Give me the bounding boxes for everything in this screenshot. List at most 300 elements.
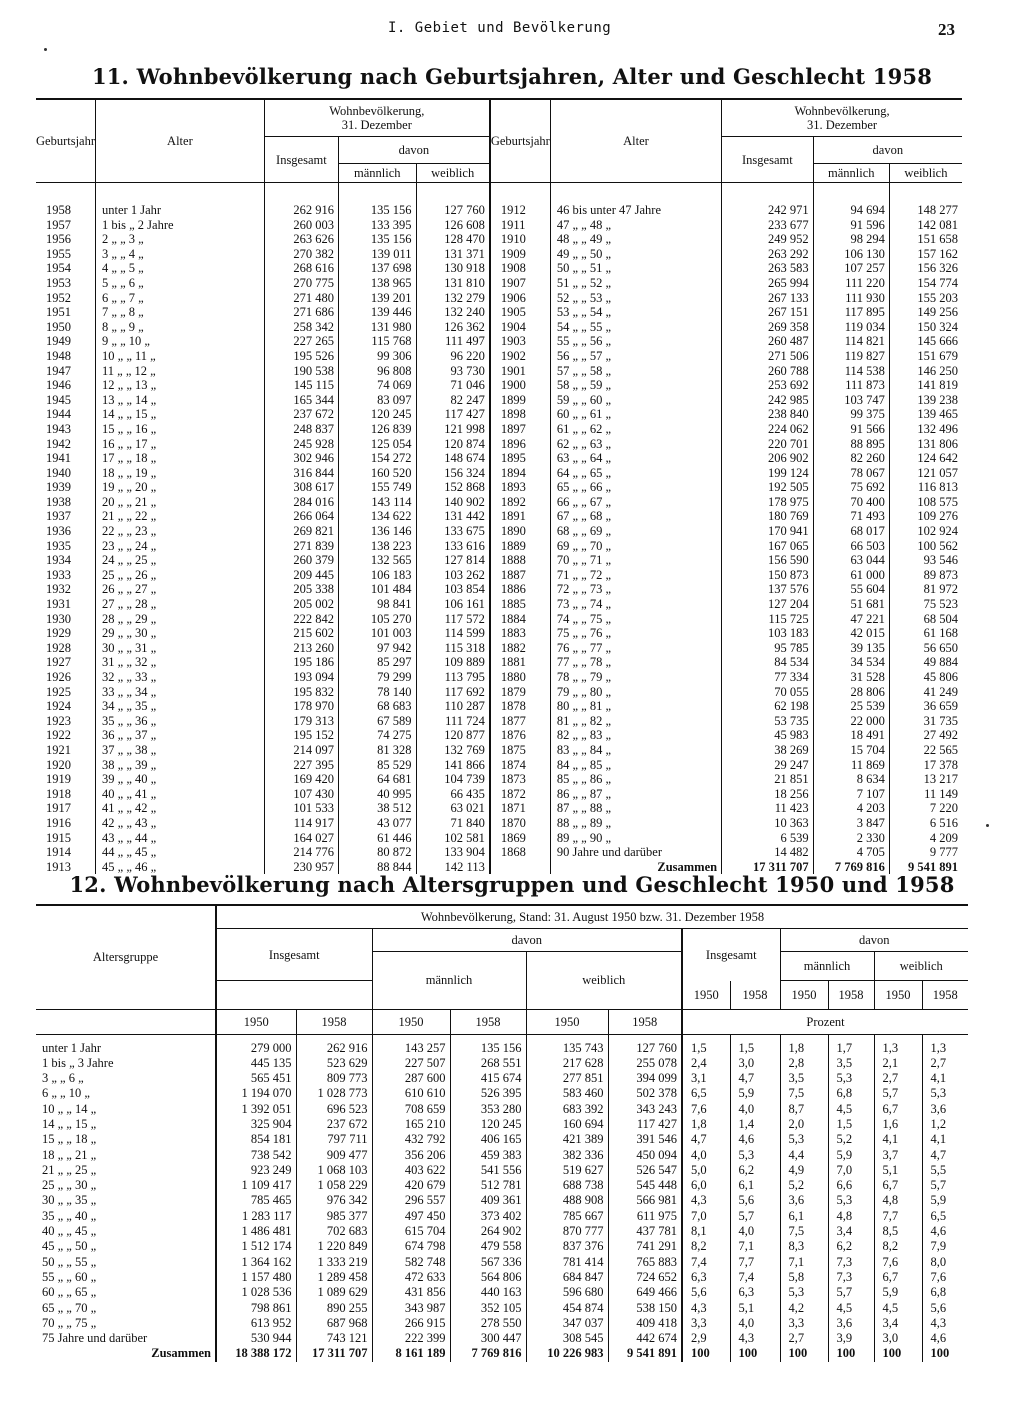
birth-year-cell: 1931 (46, 597, 71, 612)
male-1950: 472 633 (372, 1270, 450, 1285)
table-row (36, 364, 962, 379)
birth-year-cell: 1913 (46, 859, 71, 874)
age-cell: 17 „ „ 18 „ (96, 451, 265, 466)
female-cell: 71 046 (416, 378, 490, 393)
male-cell: 15 704 (813, 743, 889, 758)
age-cell: 82 „ „ 83 „ (550, 728, 721, 743)
age-cell: 39 „ „ 40 „ (96, 772, 265, 787)
table-row (36, 597, 962, 612)
age-cell: 83 „ „ 84 „ (550, 743, 721, 758)
female-cell: 41 249 (889, 685, 962, 700)
female-1950: 781 414 (526, 1255, 608, 1270)
female-cell: 56 650 (889, 641, 962, 656)
total-1958: 976 342 (296, 1193, 372, 1208)
pct-male-1950: 3,3 (780, 1316, 828, 1331)
male-cell: 114 821 (813, 334, 889, 349)
t11-head-davon-left: davon (338, 137, 489, 164)
pct-male-1950: 5,3 (780, 1285, 828, 1300)
pct-male-1958: 5,3 (828, 1071, 874, 1086)
female-cell: 146 250 (889, 364, 962, 379)
male-cell: 143 114 (338, 495, 416, 510)
birth-year-cell: 1922 (46, 728, 71, 743)
age-cell: 88 „ „ 89 „ (550, 816, 721, 831)
total-cell: 258 342 (264, 320, 338, 335)
total-1950: 325 904 (216, 1117, 296, 1132)
female-1950: 785 667 (526, 1209, 608, 1224)
female-cell: 103 854 (416, 582, 490, 597)
male-cell: 114 538 (813, 364, 889, 379)
t12-head-abs-f-1950: 1950 (526, 1009, 608, 1034)
pct-female-1950: 7,7 (874, 1209, 922, 1224)
total-cell: 284 016 (264, 495, 338, 510)
male-cell: 160 520 (338, 466, 416, 481)
group-cell: 3 „ „ 6 „ (42, 1071, 84, 1086)
t12-head-abs-tot-1950: 1950 (216, 1009, 296, 1034)
age-cell: 54 „ „ 55 „ (550, 320, 721, 335)
male-cell: 135 156 (338, 232, 416, 247)
group-cell: 50 „ „ 55 „ (42, 1254, 97, 1269)
age-cell: 53 „ „ 54 „ (550, 305, 721, 320)
age-cell: 36 „ „ 37 „ (96, 728, 265, 743)
pct-female-1958: 7,6 (922, 1270, 968, 1285)
total-cell: 178 975 (722, 495, 814, 510)
birth-year-cell: 1885 (490, 597, 551, 612)
t11-head-birthyear-left: Geburtsjahr (36, 99, 96, 183)
female-1950: 454 874 (526, 1301, 608, 1316)
female-cell: 4 209 (889, 831, 962, 846)
table-row (36, 407, 962, 422)
female-1950: 135 743 (526, 1034, 608, 1056)
total-cell: 209 445 (264, 568, 338, 583)
male-1950: 610 610 (372, 1086, 450, 1101)
total-1950: 1 486 481 (216, 1224, 296, 1239)
male-1950: 165 210 (372, 1117, 450, 1132)
male-cell: 63 044 (813, 553, 889, 568)
male-cell: 99 306 (338, 349, 416, 364)
age-cell: 6 „ „ 7 „ (96, 291, 265, 306)
total-cell: 237 672 (264, 407, 338, 422)
pct-male-1950: 4,4 (780, 1148, 828, 1163)
table-row (36, 1301, 968, 1316)
female-cell: 141 819 (889, 378, 962, 393)
pct-total-1958: 4,0 (730, 1316, 780, 1331)
t12-head-blank (36, 1009, 216, 1034)
group-cell: 1 bis „ 3 Jahre (42, 1055, 114, 1070)
table-row (36, 1117, 968, 1132)
table-row (36, 1086, 968, 1101)
total-1958: 17 311 707 (296, 1346, 372, 1361)
total-cell: 178 970 (264, 699, 338, 714)
pct-total-1958: 5,6 (730, 1193, 780, 1208)
male-1950: 143 257 (372, 1034, 450, 1056)
total-cell: 190 538 (264, 364, 338, 379)
total-cell: 107 430 (264, 787, 338, 802)
birth-year-cell: 1929 (46, 626, 71, 641)
pct-total-1958: 7,1 (730, 1239, 780, 1254)
total-1950: 1 364 162 (216, 1255, 296, 1270)
total-1950: 279 000 (216, 1034, 296, 1056)
birth-year-cell: 1878 (490, 699, 551, 714)
male-cell: 64 681 (338, 772, 416, 787)
pct-total-1950: 5,6 (682, 1285, 730, 1300)
birth-year-cell: 1879 (490, 685, 551, 700)
total-cell: 265 994 (722, 276, 814, 291)
t12-head-pct-tot-1958: 1958 (730, 981, 780, 1010)
group-cell: 60 „ „ 65 „ (42, 1285, 97, 1300)
birth-year-cell: 1892 (490, 495, 551, 510)
table12-body (36, 1034, 968, 1362)
female-cell: 49 884 (889, 655, 962, 670)
pct-female-1958: 4,3 (922, 1316, 968, 1331)
pct-male-1950: 5,8 (780, 1270, 828, 1285)
male-1958: 479 558 (450, 1239, 526, 1254)
male-1950: 8 161 189 (372, 1346, 450, 1361)
birth-year-cell: 1887 (490, 568, 551, 583)
birth-year-cell: 1935 (46, 538, 71, 553)
table-row (36, 1102, 968, 1117)
total-cell: 179 313 (264, 714, 338, 729)
table-row (36, 1148, 968, 1163)
total-cell: 167 065 (722, 539, 814, 554)
age-cell: 44 „ „ 45 „ (96, 845, 265, 860)
male-cell: 135 156 (338, 183, 416, 218)
male-cell: 106 183 (338, 568, 416, 583)
total-cell: 242 971 (722, 183, 814, 218)
female-cell: 17 378 (889, 758, 962, 773)
total-1950: 1 283 117 (216, 1209, 296, 1224)
pct-female-1950: 6,7 (874, 1102, 922, 1117)
birth-year-cell: 1898 (490, 407, 551, 422)
male-cell: 3 847 (813, 816, 889, 831)
t12-head-tot-1950-spacer (216, 981, 296, 1010)
total-cell: 263 292 (722, 247, 814, 262)
female-cell: 36 659 (889, 699, 962, 714)
birth-year-cell: 1923 (46, 713, 71, 728)
t12-head-male: männlich (372, 952, 526, 1010)
pct-female-1958: 5,3 (922, 1086, 968, 1101)
birth-year-cell: 1954 (46, 261, 71, 276)
table-row (36, 305, 962, 320)
birth-year-cell: 1947 (46, 363, 71, 378)
birth-year-cell: 1911 (490, 218, 551, 233)
total-cell: 227 265 (264, 334, 338, 349)
total-cell: 267 151 (722, 305, 814, 320)
birth-year-cell: 1938 (46, 494, 71, 509)
pct-male-1958: 7,0 (828, 1163, 874, 1178)
age-cell: 7 „ „ 8 „ (96, 305, 265, 320)
female-cell: 139 238 (889, 393, 962, 408)
age-cell: 32 „ „ 33 „ (96, 670, 265, 685)
total-cell: 302 946 (264, 451, 338, 466)
female-cell: 71 840 (416, 816, 490, 831)
pct-total-1958: 1,4 (730, 1117, 780, 1132)
pct-total-1958: 5,9 (730, 1086, 780, 1101)
pct-female-1950: 2,1 (874, 1056, 922, 1071)
female-cell: 9 777 (889, 845, 962, 860)
male-cell: 47 221 (813, 612, 889, 627)
total-cell: 29 247 (722, 758, 814, 773)
age-cell: 60 „ „ 61 „ (550, 407, 721, 422)
birth-year-cell: 1896 (490, 437, 551, 452)
birth-year-cell: 1944 (46, 407, 71, 422)
pct-female-1950: 4,8 (874, 1193, 922, 1208)
male-cell: 138 965 (338, 276, 416, 291)
male-cell: 68 017 (813, 524, 889, 539)
group-cell: Zusammen (151, 1346, 211, 1361)
male-1950: 674 798 (372, 1239, 450, 1254)
birth-year-cell: 1957 (46, 217, 71, 232)
total-cell: 169 420 (264, 772, 338, 787)
t12-head-group: Altersgruppe (36, 905, 216, 1009)
age-cell: 81 „ „ 82 „ (550, 714, 721, 729)
age-cell: 19 „ „ 20 „ (96, 480, 265, 495)
male-cell: 119 034 (813, 320, 889, 335)
pct-male-1958: 3,9 (828, 1331, 874, 1346)
male-1950: 615 704 (372, 1224, 450, 1239)
female-1958: 765 883 (608, 1255, 682, 1270)
total-1958: 523 629 (296, 1056, 372, 1071)
total-1950: 854 181 (216, 1132, 296, 1147)
table-row (36, 553, 962, 568)
female-cell: 89 873 (889, 568, 962, 583)
total-cell: 195 526 (264, 349, 338, 364)
age-cell: 23 „ „ 24 „ (96, 539, 265, 554)
total-cell: 260 788 (722, 364, 814, 379)
female-cell: 156 326 (889, 261, 962, 276)
male-1958: 264 902 (450, 1224, 526, 1239)
total-cell: 263 626 (264, 232, 338, 247)
pct-male-1958: 5,2 (828, 1132, 874, 1147)
female-cell: 150 324 (889, 320, 962, 335)
male-cell: 31 528 (813, 670, 889, 685)
total-1958: 696 523 (296, 1102, 372, 1117)
male-cell: 75 692 (813, 480, 889, 495)
male-1950: 403 622 (372, 1163, 450, 1178)
female-1958: 437 781 (608, 1224, 682, 1239)
age-cell: 14 „ „ 15 „ (96, 407, 265, 422)
birth-year-cell: 1891 (490, 509, 551, 524)
female-1958: 545 448 (608, 1178, 682, 1193)
female-1958: 741 291 (608, 1239, 682, 1254)
table-row (36, 1178, 968, 1193)
female-cell: 7 220 (889, 801, 962, 816)
female-1958: 502 378 (608, 1086, 682, 1101)
male-cell: 4 705 (813, 845, 889, 860)
total-cell: 248 837 (264, 422, 338, 437)
pct-total-1950: 4,3 (682, 1193, 730, 1208)
t11-head-male-right: männlich (813, 164, 889, 183)
table-row (36, 1239, 968, 1254)
female-cell: 132 769 (416, 743, 490, 758)
pct-female-1950: 1,3 (874, 1034, 922, 1056)
birth-year-cell: 1925 (46, 684, 71, 699)
birth-year-cell: 1912 (490, 183, 551, 218)
pct-total-1950: 3,1 (682, 1071, 730, 1086)
pct-total-1958: 6,3 (730, 1285, 780, 1300)
table-row (36, 378, 962, 393)
pct-total-1958: 5,3 (730, 1148, 780, 1163)
running-head (0, 20, 1024, 44)
female-cell: 154 774 (889, 276, 962, 291)
total-row (36, 1346, 968, 1361)
female-cell: 133 675 (416, 524, 490, 539)
age-cell: 11 „ „ 12 „ (96, 364, 265, 379)
female-1950: 519 627 (526, 1163, 608, 1178)
female-cell: 130 918 (416, 261, 490, 276)
total-cell: 77 334 (722, 670, 814, 685)
table-row (36, 728, 962, 743)
table-row (36, 393, 962, 408)
total-cell: 224 062 (722, 422, 814, 437)
t11-head-davon-right: davon (813, 137, 962, 164)
total-cell: 268 616 (264, 261, 338, 276)
male-cell: 101 003 (338, 626, 416, 641)
table-row (36, 495, 962, 510)
male-cell: 99 375 (813, 407, 889, 422)
age-cell: 77 „ „ 78 „ (550, 655, 721, 670)
female-cell: 6 516 (889, 816, 962, 831)
pct-male-1958: 4,5 (828, 1301, 874, 1316)
total-cell: 238 840 (722, 407, 814, 422)
pct-female-1950: 8,2 (874, 1239, 922, 1254)
total-cell: 263 583 (722, 261, 814, 276)
birth-year-cell: 1919 (46, 772, 71, 787)
birth-year-cell: 1943 (46, 421, 71, 436)
total-cell: 213 260 (264, 641, 338, 656)
total-1958: 687 968 (296, 1316, 372, 1331)
male-1950: 296 557 (372, 1193, 450, 1208)
male-1950: 708 659 (372, 1102, 450, 1117)
total-cell: 222 842 (264, 612, 338, 627)
male-1958: 526 395 (450, 1086, 526, 1101)
pct-male-1950: 2,8 (780, 1056, 828, 1071)
table-row (36, 787, 962, 802)
female-cell: 75 523 (889, 597, 962, 612)
female-1950: 347 037 (526, 1316, 608, 1331)
table-row (36, 714, 962, 729)
birth-year-cell: 1889 (490, 539, 551, 554)
pct-total-1958: 3,0 (730, 1056, 780, 1071)
section-title: I. Gebiet und Bevölkerung (388, 20, 612, 36)
pct-total-1950: 2,9 (682, 1331, 730, 1346)
age-cell: 63 „ „ 64 „ (550, 451, 721, 466)
table-row (36, 1209, 968, 1224)
male-1950: 343 987 (372, 1301, 450, 1316)
male-cell: 78 140 (338, 685, 416, 700)
pct-male-1958: 6,8 (828, 1086, 874, 1101)
male-cell: 120 245 (338, 407, 416, 422)
female-cell: 102 581 (416, 831, 490, 846)
total-cell: 199 124 (722, 466, 814, 481)
female-cell: 145 666 (889, 334, 962, 349)
t12-head-stand: Wohnbevölkerung, Stand: 31. August 1950 bzw. 31. Dezember 1958 (216, 905, 968, 929)
birth-year-cell: 1953 (46, 275, 71, 290)
table12 (36, 904, 968, 1362)
pct-male-1950: 3,6 (780, 1193, 828, 1208)
total-cell: 127 204 (722, 597, 814, 612)
female-cell: 133 904 (416, 845, 490, 860)
pct-male-1950: 8,7 (780, 1102, 828, 1117)
pct-male-1950: 7,5 (780, 1224, 828, 1239)
male-cell: 43 077 (338, 816, 416, 831)
female-cell: 66 435 (416, 787, 490, 802)
pct-female-1958: 5,5 (922, 1163, 968, 1178)
t12-head-pct-tot-1950: 1950 (682, 981, 730, 1010)
age-cell: 16 „ „ 17 „ (96, 437, 265, 452)
male-cell: 103 747 (813, 393, 889, 408)
group-cell: 65 „ „ 70 „ (42, 1300, 97, 1315)
total-cell: 245 928 (264, 437, 338, 452)
female-cell: 111 724 (416, 714, 490, 729)
pct-female-1950: 2,7 (874, 1071, 922, 1086)
age-cell: 8 „ „ 9 „ (96, 320, 265, 335)
male-1958: 120 245 (450, 1117, 526, 1132)
total-cell: 269 358 (722, 320, 814, 335)
female-1958: 9 541 891 (608, 1346, 682, 1361)
male-cell: 106 130 (813, 247, 889, 262)
male-cell: 81 328 (338, 743, 416, 758)
birth-year-cell: 1906 (490, 291, 551, 306)
male-cell: 91 566 (813, 422, 889, 437)
pct-female-1950: 7,6 (874, 1255, 922, 1270)
birth-year-cell: 1955 (46, 246, 71, 261)
total-1958: 1 089 629 (296, 1285, 372, 1300)
total-cell: 271 506 (722, 349, 814, 364)
pct-male-1950: 100 (780, 1346, 828, 1361)
pct-female-1950: 4,5 (874, 1301, 922, 1316)
total-1950: 738 542 (216, 1148, 296, 1163)
table-row (36, 582, 962, 597)
age-cell: 31 „ „ 32 „ (96, 655, 265, 670)
total-cell: 195 186 (264, 655, 338, 670)
female-cell: 63 021 (416, 801, 490, 816)
age-cell: 2 „ „ 3 „ (96, 232, 265, 247)
pct-male-1950: 5,3 (780, 1132, 828, 1147)
pct-total-1950: 8,2 (682, 1239, 730, 1254)
group-cell: 10 „ „ 14 „ (42, 1101, 97, 1116)
t12-head-male-pct: männlich (780, 952, 874, 981)
female-cell: 131 806 (889, 437, 962, 452)
pct-male-1958: 5,3 (828, 1193, 874, 1208)
birth-year-cell: 1917 (46, 801, 71, 816)
table-row (36, 480, 962, 495)
female-cell: 93 546 (889, 553, 962, 568)
female-cell: 114 599 (416, 626, 490, 641)
female-cell: 45 806 (889, 670, 962, 685)
birth-year-cell: 1914 (46, 845, 71, 860)
female-cell: 127 760 (416, 183, 490, 218)
female-cell: 142 081 (889, 218, 962, 233)
female-cell: 152 868 (416, 480, 490, 495)
age-cell: 55 „ „ 56 „ (550, 334, 721, 349)
table11-body (36, 183, 962, 875)
total-cell: 164 027 (264, 831, 338, 846)
total-cell: 230 957 (264, 860, 338, 875)
birth-year-cell: 1907 (490, 276, 551, 291)
total-cell: 233 677 (722, 218, 814, 233)
total-cell: 316 844 (264, 466, 338, 481)
male-1958: 564 806 (450, 1270, 526, 1285)
age-cell: 12 „ „ 13 „ (96, 378, 265, 393)
female-cell: 96 220 (416, 349, 490, 364)
age-cell: 61 „ „ 62 „ (550, 422, 721, 437)
age-cell: 73 „ „ 74 „ (550, 597, 721, 612)
total-1950: 1 028 536 (216, 1285, 296, 1300)
female-1950: 837 376 (526, 1239, 608, 1254)
table-row (36, 509, 962, 524)
female-cell: 151 679 (889, 349, 962, 364)
table-row (36, 641, 962, 656)
